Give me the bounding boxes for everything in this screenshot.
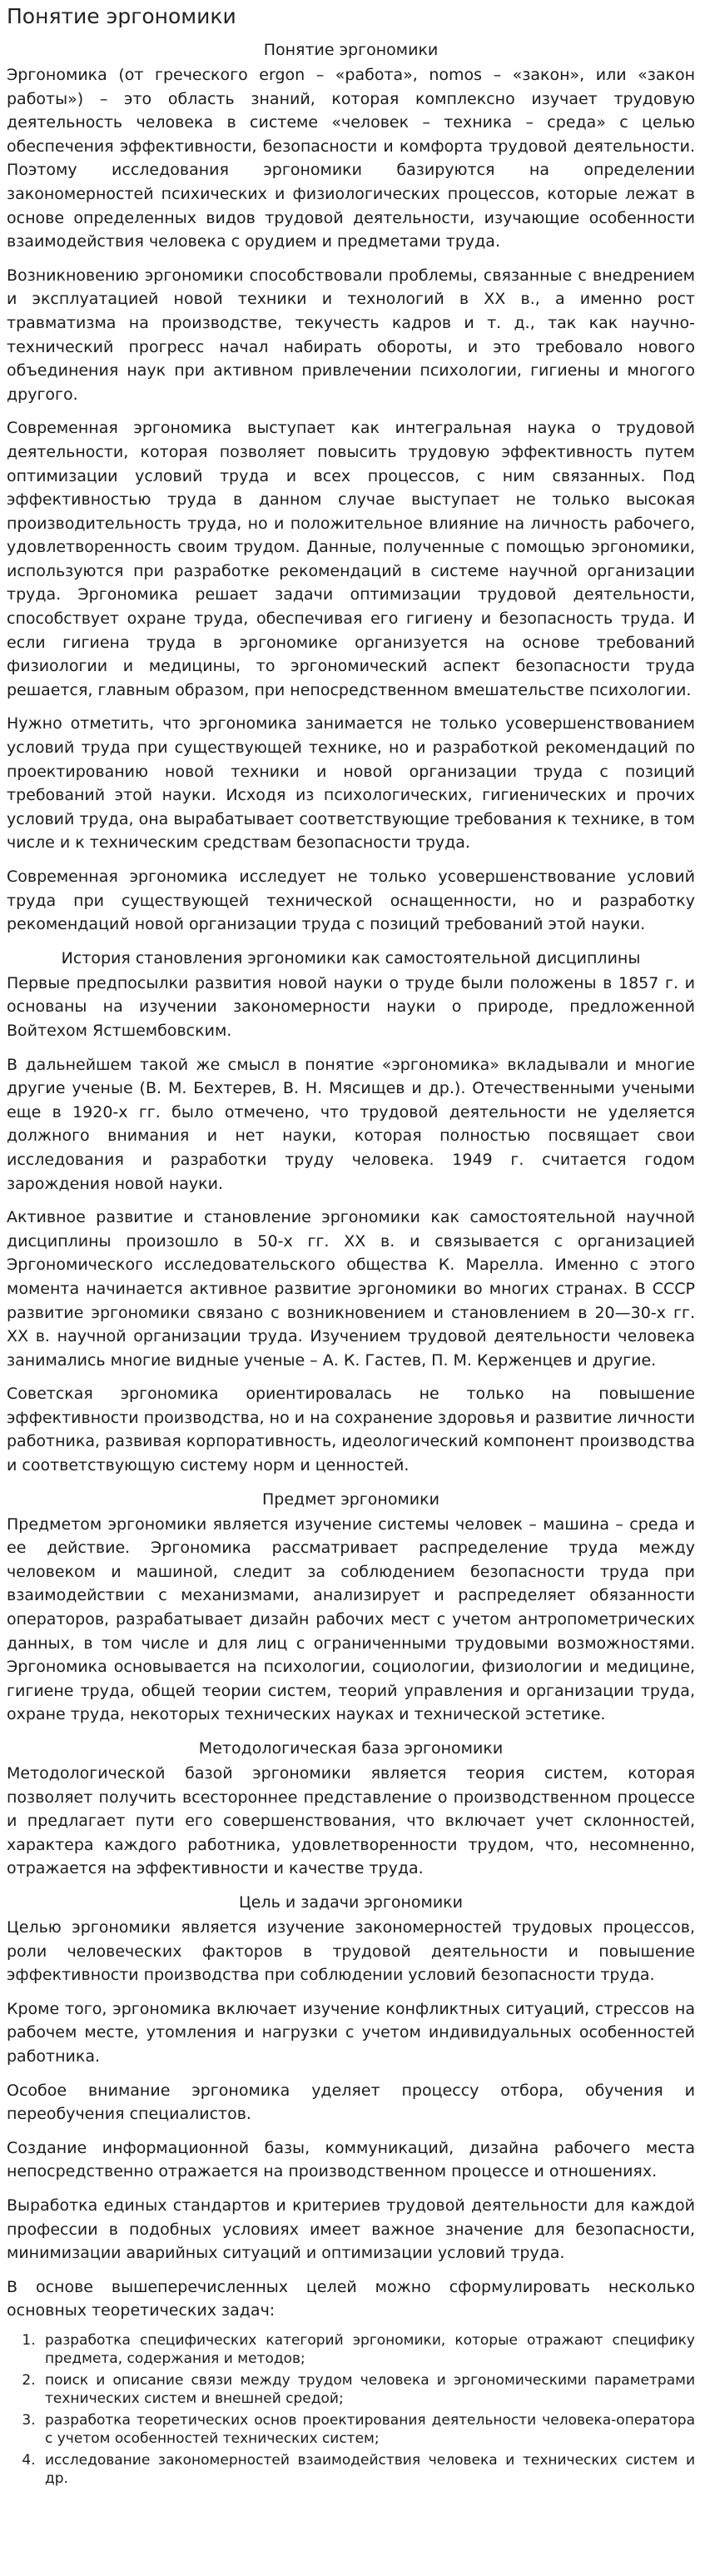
paragraph: Выработка единых стандартов и критериев трудовой деятельности для каждой профессии в подобных условиях имеет важное значение для безопасности, минимизации аварийных ситуаций и оптимизации условий труда. (7, 2196, 695, 2263)
paragraph: Активное развитие и становление эргономики как самостоятельной научной дисциплины произошло в 50-х гг. XX в. и связывается с организацией Эргономического исследовательского общества К. Марелла. Именно с этого момента начинается активное развитие эргономики во многих странах. В СССР развитие эргономики связано с возникновением и становлением в 20—30-х гг. XX в. научной организации труда. Изучением трудовой деятельности человека занимались многие видные ученые – А. К. Гастев, П. М. Керженцев и другие. (7, 1208, 695, 1370)
section-concept (7, 38, 695, 937)
article (0, 2, 705, 2488)
list-item: 3. разработка теоретических основ проектирования деятельности человека-оператора с учетом особенностей технических систем; (40, 2411, 695, 2448)
tasks-intro: В основе вышеперечисленных целей можно сформулировать несколько основных теоретических задач: (7, 2277, 695, 2320)
paragraph: Эргономика (от греческого ergon – «работа», nomos – «закон», или «закон работы») – это область знаний, которая комплексно изучает трудовую деятельность человека в системе «человек – техника – среда» с целью обеспечения эффективности, безопасности и комфорта трудовой деятельности. Поэтому исследования эргономики базируются на определении закономерностей психических и физиологических процессов, которые лежат в основе определенных видов трудовой деятельности, изучающие особенности взаимодействия человека с орудием и предметами труда. (7, 66, 695, 251)
section-methodology (7, 1737, 695, 1881)
paragraph: Предметом эргономики является изучение системы человек – машина – среда и ее действие. Эргономика рассматривает распределение труда между человеком и машиной, следит за соблюдением безопасности труда при взаимодействии с механизмами, анализирует и распределяет обязанности операторов, разрабатывает дизайн рабочих мест с учетом антропометрических данных, в том числе и для лиц с ограниченными трудовыми возможностями. Эргономика основывается на психологии, социологии, физиологии и медицине, гигиене труда, общей теории систем, теорий управления и организации труда, охране труда, некоторых технических науках и технической эстетике. (7, 1514, 695, 1724)
paragraph: Особое внимание эргономика уделяет процессу отбора, обучения и переобучения специалистов. (7, 2081, 695, 2124)
section-heading: Цель и задачи эргономики (239, 1892, 463, 1912)
paragraph: Целью эргономики является изучение закономерностей трудовых процессов, роли человеческих факторов в трудовой деятельности и повышение эффективности производства при соблюдении условий безопасности труда. (7, 1917, 695, 1985)
section-heading: История становления эргономики как самостоятельной дисциплины (61, 948, 641, 967)
paragraph: Нужно отметить, что эргономика занимается не только усовершенствованием условий труда при существующей технике, но и разработкой рекомендаций по проектированию новой техники и новой организации труда с позиций требований этой науки. Исходя из психологических, гигиенических и прочих условий труда, она вырабатывает соответствующие требования к технике, в том числе и к техническим средствам безопасности труда. (7, 714, 696, 853)
paragraph: В дальнейшем такой же смысл в понятие «эргономика» вкладывали и многие другие ученые (В. М. Бехтерев, В. Н. Мясищев и др.). Отечественными учеными еще в 1920-х гг. было отмечено, что трудовой деятельности не уделяется должного внимания и нет науки, которая полностью посвящает свои исследования и разработки труду человека. 1949 г. считается годом зарождения новой науки. (7, 1055, 695, 1193)
paragraph: Современная эргономика выступает как интегральная наука о трудовой деятельности, которая позволяет повысить трудовую эффективность путем оптимизации условий труда и всех процессов, с ним связанных. Под эффективностью труда в данном случае выступает не только высокая производительность труда, но и положительное влияние на личность рабочего, удовлетворенность своим трудом. Данные, полученные с помощью эргономики, используются при разработке рекомендаций в системе научной организации труда. Эргономика решает задачи оптимизации трудовой деятельности, способствует охране труда, обеспечивая его гигиену и безопасность труда. И если гигиена труда в эргономике организуется на основе требований физиологии и медицины, то эргономический аспект безопасности труда решается, главным образом, при непосредственном вмешательстве психологии. (7, 419, 695, 699)
section-history (7, 947, 695, 1478)
section-heading: Предмет эргономики (262, 1489, 439, 1509)
paragraph: Первые предпосылки развития новой науки о труде были положены в 1857 г. и основаны на изучении закономерности науки о природе, предложенной Войтехом Ястшембовским. (7, 973, 695, 1040)
list-item: 2. поиск и описание связи между трудом человека и эргономическими параметрами технических систем и внешней средой; (40, 2371, 695, 2408)
paragraph: Возникновению эргономики способствовали проблемы, связанные с внедрением и эксплуатацией новой техники и технологий в XX в., а именно рост травматизма на производстве, текучесть кадров и т. д., так как научно-технический прогресс начал набирать обороты, и это требовало нового объединения наук при активном привлечении психологии, гигиены и многого другого. (7, 266, 695, 404)
paragraph: Методологической базой эргономики является теория систем, которая позволяет получить всестороннее представление о производственном процессе и предлагает пути его совершенствования, что включает учет склонностей, характера каждого работника, удовлетворенности трудом, что, несомненно, отражается на эффективности и качестве труда. (7, 1764, 695, 1878)
list-item: 4. исследование закономерностей взаимодействия человека и технических систем и др. (40, 2451, 695, 2488)
paragraph: Кроме того, эргономика включает изучение конфликтных ситуаций, стрессов на рабочем месте, утомления и нагрузки с учетом индивидуальных особенностей работника. (7, 1999, 695, 2066)
list-item: 1. разработка специфических категорий эргономики, которые отражают специфику предмета, содержания и методов; (40, 2331, 695, 2368)
page-title: Понятие эргономики (7, 4, 236, 28)
section-subject (7, 1488, 695, 1727)
section-goals (7, 1891, 695, 2488)
tasks-list (7, 2331, 695, 2488)
paragraph: Советская эргономика ориентировалась не только на повышение эффективности производства, но и на сохранение здоровья и развитие личности работника, развивая корпоративность, идеологический компонент производства и соответствующую систему норм и ценностей. (7, 1385, 695, 1475)
section-heading: Методологическая база эргономики (198, 1739, 504, 1758)
section-heading: Понятие эргономики (263, 41, 439, 59)
paragraph: Создание информационной базы, коммуникаций, дизайна рабочего места непосредственно отражается на производственном процессе и отношениях. (7, 2138, 695, 2181)
paragraph: Современная эргономика исследует не только усовершенствование условий труда при существующей технической оснащенности, но и разработку рекомендаций новой организации труда с позиций требований этой науки. (7, 868, 695, 934)
